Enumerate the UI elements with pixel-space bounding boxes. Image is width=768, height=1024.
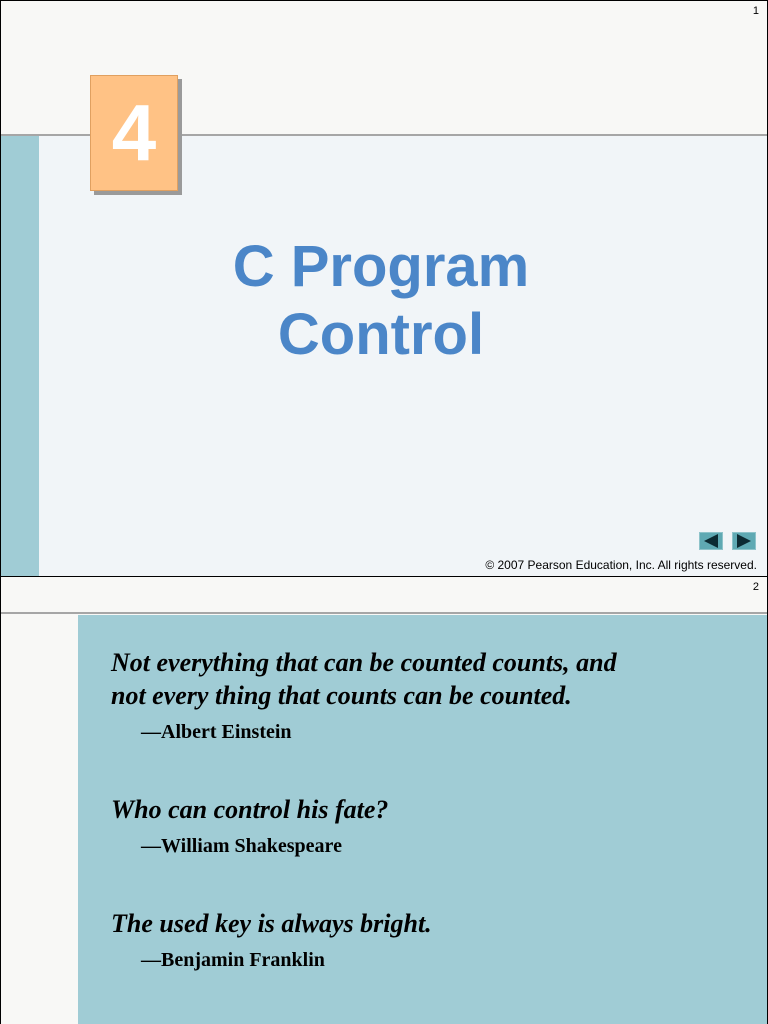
- slide-number: 1: [752, 5, 759, 17]
- chapter-number-box: [90, 75, 178, 191]
- slide-2: [0, 576, 768, 1024]
- previous-slide-button[interactable]: [699, 532, 723, 550]
- chapter-number: 4: [111, 88, 157, 177]
- slide-title: [131, 233, 631, 369]
- quote-author: —William Shakespeare: [141, 835, 342, 857]
- quote-line: Not everything that can be counted counts, and: [111, 648, 617, 677]
- copyright-notice: © 2007 Pearson Education, Inc. All rights reserved.: [485, 558, 757, 572]
- triangle-right-icon: [737, 534, 751, 548]
- quote-line: Who can control his fate?: [111, 795, 389, 824]
- slide-header: [1, 577, 768, 614]
- quote-line: The used key is always bright.: [111, 909, 432, 938]
- title-line-2: Control: [277, 302, 485, 367]
- triangle-left-icon: [704, 534, 718, 548]
- next-slide-button[interactable]: [732, 532, 756, 550]
- title-line-1: C Program: [232, 234, 530, 299]
- quote-author: —Benjamin Franklin: [141, 949, 325, 971]
- quote-shakespeare: [111, 793, 751, 826]
- quote-franklin: [111, 907, 751, 940]
- quote-einstein: [111, 646, 751, 712]
- left-stripe: [1, 136, 39, 577]
- slide-number: 2: [752, 581, 759, 593]
- quote-author: —Albert Einstein: [141, 721, 292, 743]
- quote-line: not every thing that counts can be counted.: [111, 681, 572, 710]
